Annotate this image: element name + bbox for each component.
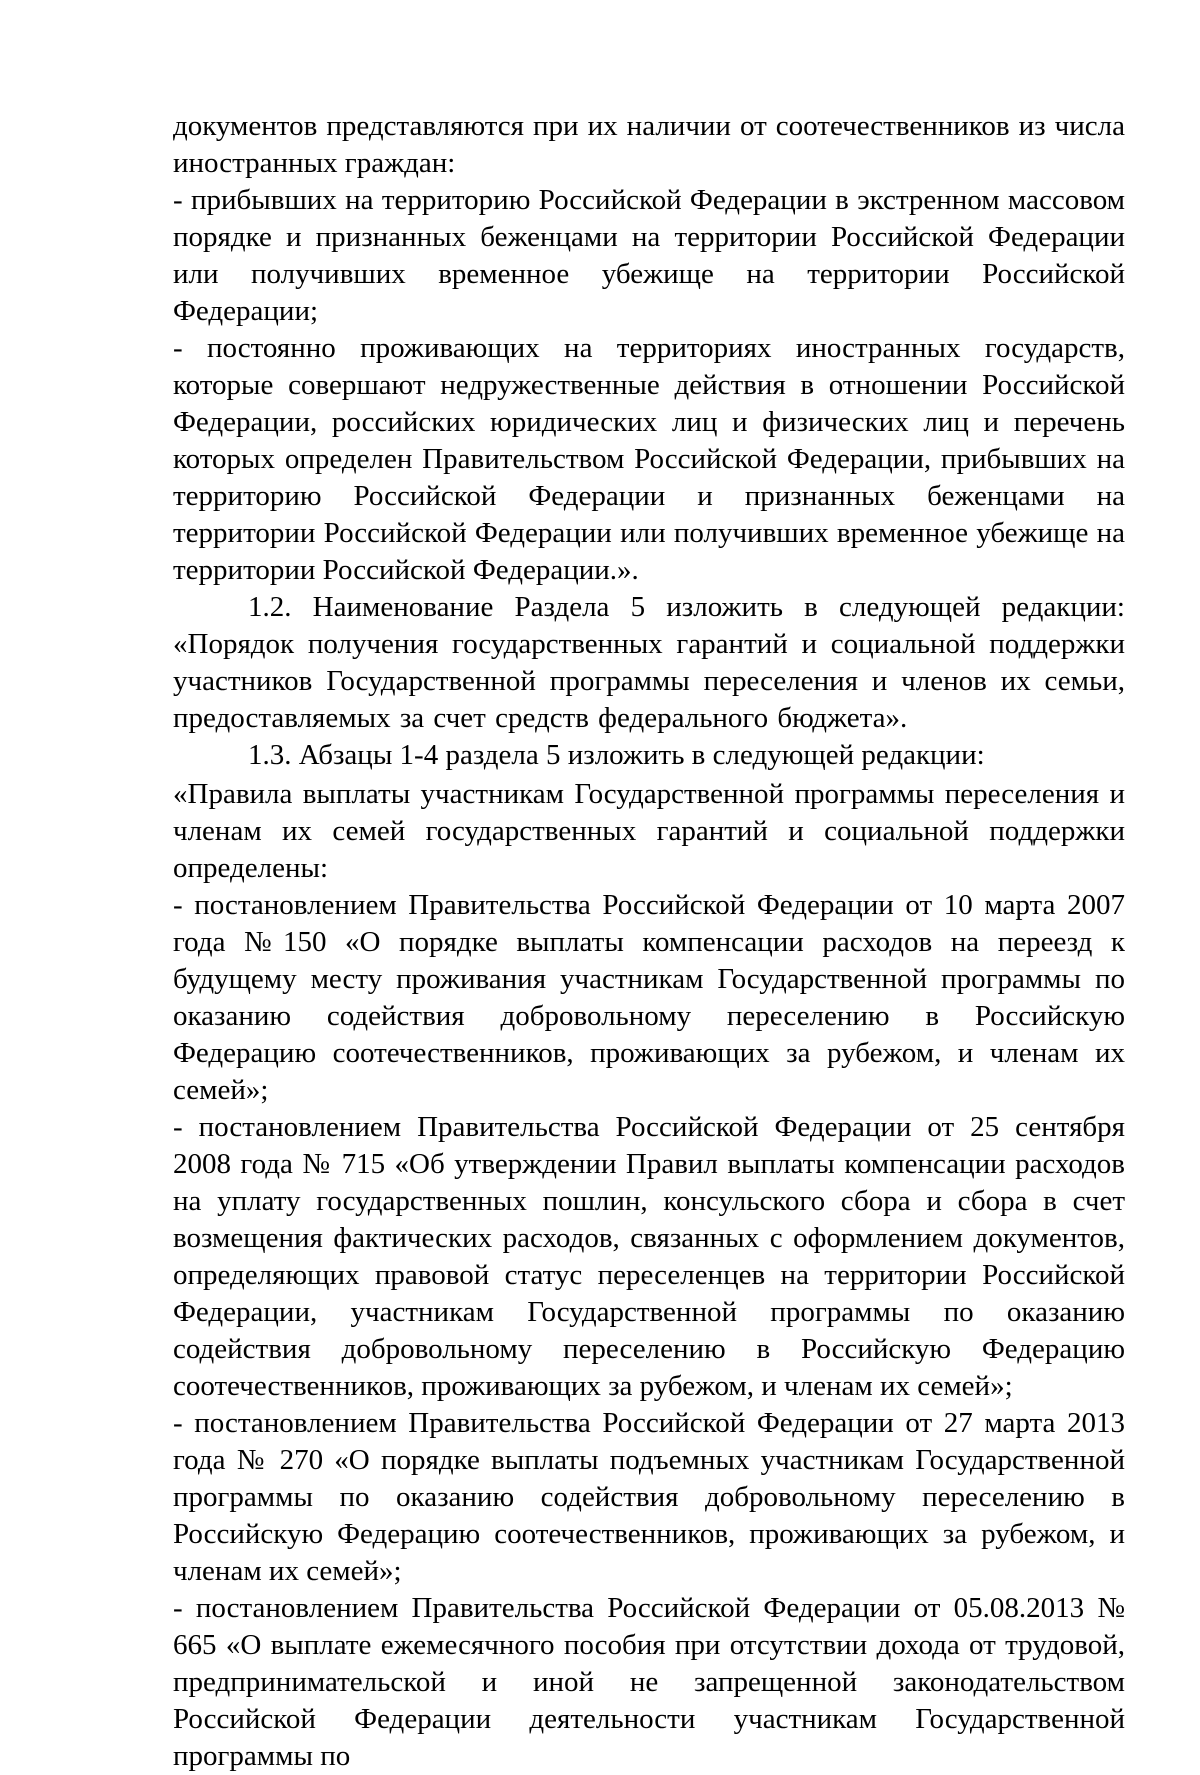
list-item-refugees: - прибывших на территорию Российской Федерации в экстренном массовом порядке и признанных беженцами на территории Российской Федерации или получивших временное убежище на территории Российской Федерации; xyxy=(173,184,1125,327)
paragraph-continuation: документов представляются при их наличии от соотечественников из числа иностранных граждан: xyxy=(173,110,1125,179)
list-item-resolution-270: - постановлением Правительства Российской Федерации от 27 марта 2013 года № 270 «О порядке выплаты подъемных участникам Государственной программы по оказанию содействия добровольному переселению в Российскую Федерацию соотечественников, проживающих за рубежом, и членам их семей»; xyxy=(173,1407,1125,1587)
list-item-resolution-715: - постановлением Правительства Российской Федерации от 25 сентября 2008 года № 715 «Об утверждении Правил выплаты компенсации расходов на уплату государственных пошлин, консульского сбора и сбора в счет возмещения фактических расходов, связанных с оформлением документов, определяющих правовой статус переселенцев на территории Российской Федерации, участникам Государственной программы по оказанию содействия добровольному переселению в Российскую Федерацию соотечественников, проживающих за рубежом, и членам их семей»; xyxy=(173,1111,1125,1402)
clause-1-2: 1.2. Наименование Раздела 5 изложить в следующей редакции: «Порядок получения государственных гарантий и социальной поддержки участников Государственной программы переселения и членов их семьи, предоставляемых за счет средств федерального бюджета». xyxy=(173,591,1125,734)
quoted-rules-intro: «Правила выплаты участникам Государственной программы переселения и членам их семей государственных гарантий и социальной поддержки определены: xyxy=(173,778,1125,884)
list-item-resolution-150: - постановлением Правительства Российской Федерации от 10 марта 2007 года №150 «О порядке выплаты компенсации расходов на переезд к будущему месту проживания участникам Государственной программы по оказанию содействия добровольному переселению в Российскую Федерацию соотечественников, проживающих за рубежом, и членам их семей»; xyxy=(173,889,1125,1106)
list-item-resolution-665: - постановлением Правительства Российской Федерации от 05.08.2013 № 665 «О выплате ежемесячного пособия при отсутствии дохода от трудовой, предпринимательской и иной не запрещенной законодательством Российской Федерации деятельности участникам Государственной программы по xyxy=(173,1592,1125,1772)
list-item-unfriendly-states: - постоянно проживающих на территориях иностранных государств, которые совершают недружественные действия в отношении Российской Федерации, российских юридических лиц и физических лиц и перечень которых определен Правительством Российской Федерации, прибывших на территорию Российской Федерации и признанных беженцами на территории Российской Федерации или получивших временное убежище на территории Российской Федерации.». xyxy=(173,332,1125,586)
document-body xyxy=(173,108,1125,1775)
clause-1-3: 1.3. Абзацы 1-4 раздела 5 изложить в следующей редакции: xyxy=(248,739,985,771)
